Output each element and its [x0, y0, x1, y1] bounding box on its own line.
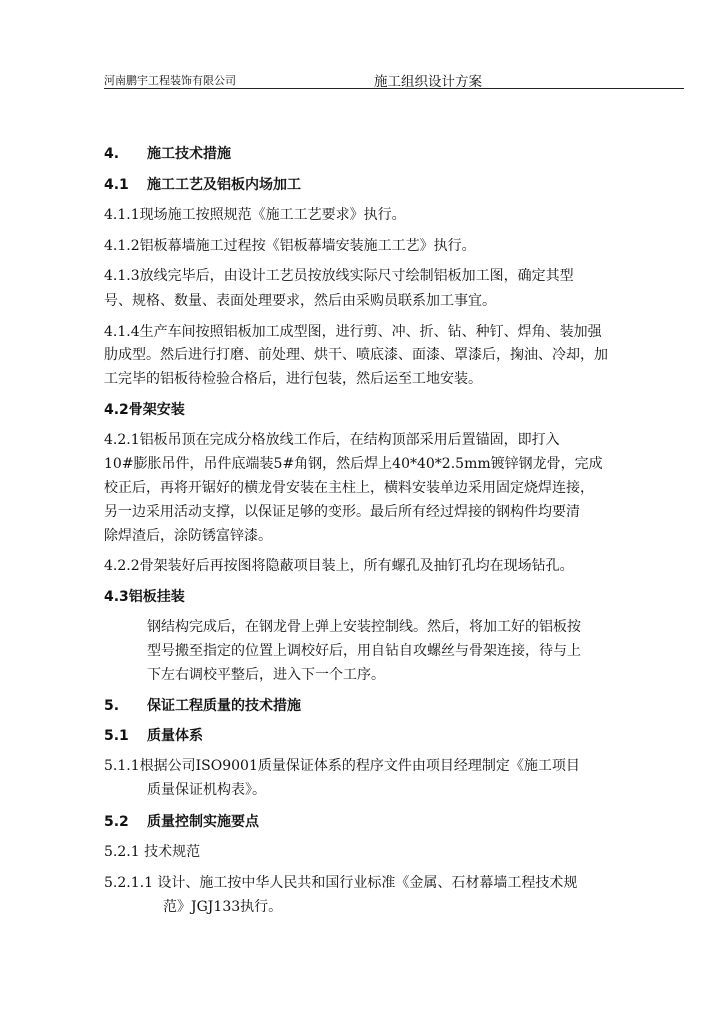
paragraph-4-1-3-line-2: 号、规格、数量、表面处理要求，然后由采购员联系加工事宜。 — [104, 293, 496, 309]
heading-number: 5.2 — [104, 814, 129, 830]
paragraph-4-1-2: 4.1.2铝板幕墙施工过程按《铝板幕墙安装施工工艺》执行。 — [104, 238, 476, 254]
paragraph-4-2-1-line-1: 4.2.1铝板吊顶在完成分格放线工作后，在结构顶部采用后置锚固，即打入 — [104, 432, 560, 448]
heading-section-5-1 — [104, 726, 203, 746]
paragraph-4-2-1-line-5: 除焊渣后，涂防锈富锌漆。 — [104, 528, 272, 544]
page-header — [104, 72, 684, 89]
paragraph-4-3-line-3: 下左右调校平整后，进入下一个工序。 — [147, 667, 385, 683]
paragraph-4-1-4-line-1: 4.1.4生产车间按照铝板加工成型图，进行剪、冲、折、钻、种钉、焊角、装加强 — [104, 324, 602, 340]
heading-title: 施工工艺及铝板内场加工 — [147, 177, 301, 193]
paragraph-5-1-1-line-2: 质量保证机构表》。 — [147, 782, 266, 798]
paragraph-5-2-1-1-line-2: 范》JGJ133执行。 — [163, 899, 283, 915]
paragraph-5-1-1-line-1: 5.1.1根据公司ISO9001质量保证体系的程序文件由项目经理制定《施工项目 — [104, 758, 580, 774]
heading-number: 4.1 — [104, 177, 129, 193]
paragraph-4-1-3-line-1: 4.1.3放线完毕后，由设计工艺员按放线实际尺寸绘制铝板加工图，确定其型 — [104, 268, 574, 284]
paragraph-4-2-1-line-3: 校正后，再将开锯好的横龙骨安装在主柱上，横料安装单边采用固定烧焊连接， — [104, 480, 594, 496]
paragraph-4-2-1-line-2: 10#膨胀吊件，吊件底端装5#角钢，然后焊上40*40*2.5mm镀锌钢龙骨，完成 — [104, 456, 603, 472]
heading-section-5 — [104, 696, 301, 716]
heading-number: 5. — [104, 698, 120, 714]
paragraph-4-1-4-line-2: 肋成型。然后进行打磨、前处理、烘干、喷底漆、面漆、罩漆后，掬油、冷却，加 — [104, 347, 608, 363]
paragraph-4-1-4-line-3: 工完毕的铝板待检验合格后，进行包装，然后运至工地安装。 — [104, 371, 482, 387]
heading-title: 质量体系 — [147, 728, 203, 744]
paragraph-4-2-1-line-4: 另一边采用活动支撑，以保证足够的变形。最后所有经过焊接的钢构件均要清 — [104, 504, 580, 520]
heading-section-4-3: 4.3铝板挂装 — [104, 589, 185, 605]
paragraph-5-2-1-1-line-1: 5.2.1.1 设计、施工按中华人民共和国行业标准《金属、石材幕墙工程技术规 — [104, 875, 578, 891]
paragraph-4-3-line-1: 钢结构完成后，在钢龙骨上弹上安装控制线。然后，将加工好的铝板按 — [147, 619, 581, 635]
heading-section-4-2: 4.2骨架安装 — [104, 402, 185, 418]
heading-title: 施工技术措施 — [147, 146, 231, 162]
header-company: 河南鹏宇工程装饰有限公司 — [104, 74, 236, 87]
heading-section-5-2 — [104, 812, 259, 832]
heading-number: 5.1 — [104, 728, 129, 744]
paragraph-4-2-2: 4.2.2骨架装好后再按图将隐蔽项目装上，所有螺孔及抽钉孔均在现场钻孔。 — [104, 558, 574, 574]
heading-number: 4. — [104, 146, 120, 162]
paragraph-4-3-line-2: 型号搬至指定的位置上调校好后，用自钻自攻螺丝与骨架连接，待与上 — [147, 643, 581, 659]
heading-section-4-1 — [104, 175, 301, 195]
heading-section-4 — [104, 144, 231, 164]
paragraph-5-2-1: 5.2.1 技术规范 — [104, 844, 201, 860]
heading-title: 质量控制实施要点 — [147, 814, 259, 830]
header-title: 施工组织设计方案 — [374, 74, 482, 90]
heading-title: 保证工程质量的技术措施 — [147, 698, 301, 714]
paragraph-4-1-1: 4.1.1现场施工按照规范《施工工艺要求》执行。 — [104, 207, 406, 223]
